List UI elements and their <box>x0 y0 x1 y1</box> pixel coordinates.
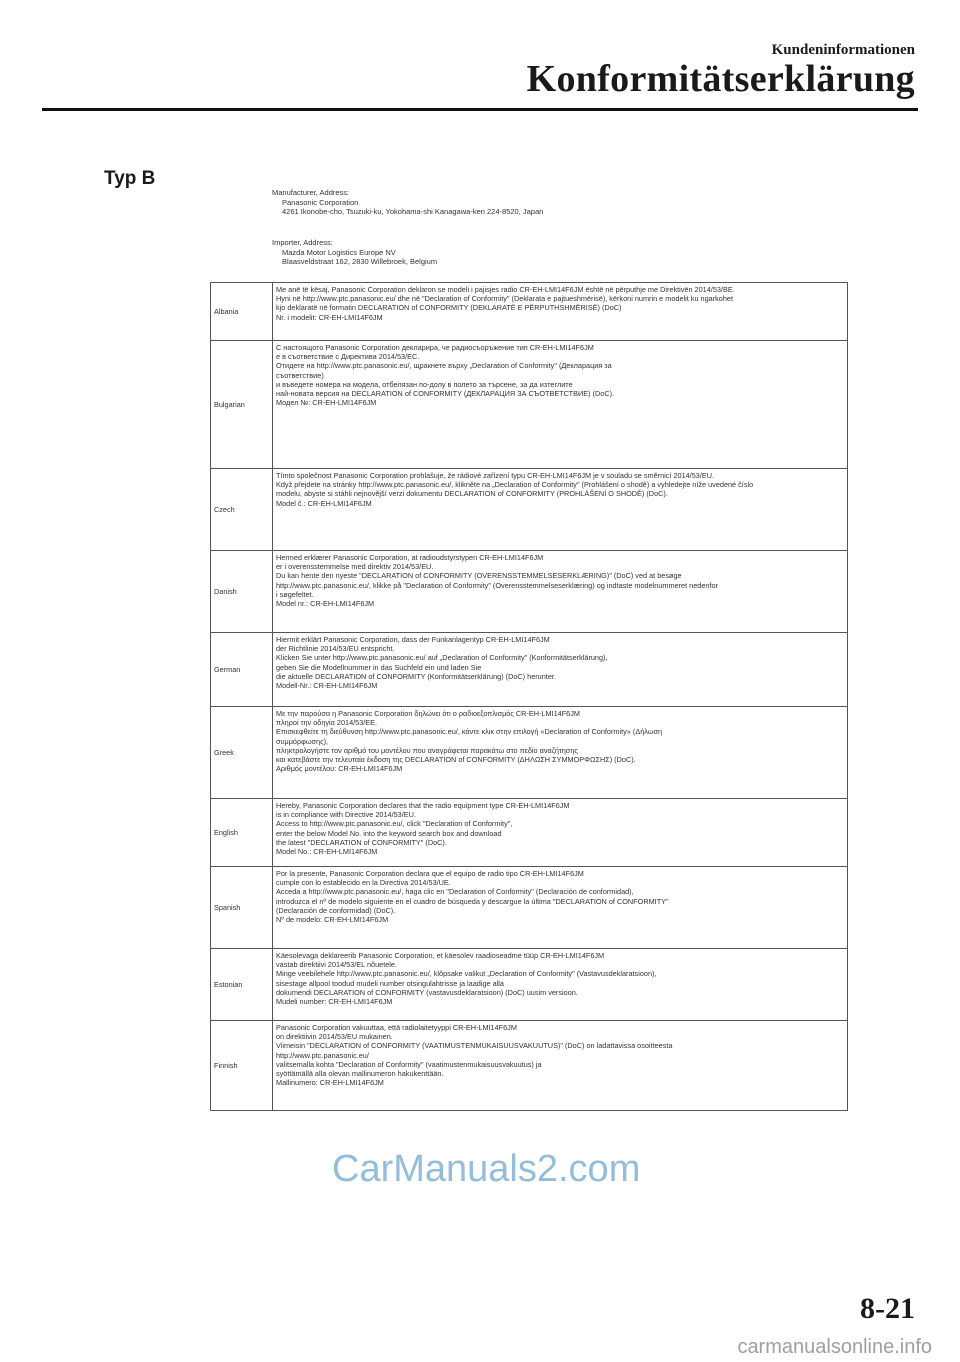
page-number: 8-21 <box>860 1292 915 1325</box>
declaration-line: is in compliance with Directive 2014/53/EU. <box>276 810 416 820</box>
declaration-line: syöttämällä alla olevan mallinumeron hakukenttään. <box>276 1069 444 1079</box>
declaration-line: Modell-Nr.: CR-EH-LMI14F6JM <box>276 681 378 691</box>
language-name: Spanish <box>211 867 273 949</box>
declaration-line: dokumendi DECLARATION of CONFORMITY (vastavusdeklaratsioon) (DoC) uusim versioon. <box>276 987 578 997</box>
declaration-table <box>210 282 848 1111</box>
table-row <box>211 283 848 341</box>
declaration-line: cumple con lo establecido en la Directiva 2014/53/UE. <box>276 878 451 888</box>
language-name: Greek <box>211 707 273 799</box>
declaration-line: modelu, abyste si stáhli nejnovější verzi dokumentu DECLARATION of CONFORMITY (PROHLÁŠENÍ O SHODĚ) (DoC). <box>276 489 668 499</box>
typ-label: Typ B <box>104 168 156 189</box>
manufacturer-heading: Manufacturer, Address: <box>272 188 350 197</box>
declaration-line: съответствие) <box>276 370 324 380</box>
declaration-line: Hiermit erklärt Panasonic Corporation, dass der Funkanlagentyp CR-EH-LMI14F6JM <box>276 635 550 644</box>
declaration-line: Επισκεφθείτε τη διεύθυνση http://www.ptc.panasonic.eu/, κάντε κλικ στην επιλογή «Declaration of Conformity» (Δήλωση <box>276 727 663 737</box>
section-label: Kundeninformationen <box>771 42 915 58</box>
declaration-line: Αριθμός μοντέλου: CR-EH-LMI14F6JM <box>276 764 403 774</box>
declaration-line: enter the below Model No. into the keyword search box and download <box>276 828 502 838</box>
declaration-line: Acceda a http://www.ptc.panasonic.eu/, haga clic en "Declaration of Conformity" (Declaración de conformidad), <box>276 887 634 897</box>
declaration-line: най-новата версия на DECLARATION of CONFORMITY (ДЕКЛАРАЦИЯ ЗА СЪОТВЕТСТВИЕ) (DoC). <box>276 389 615 399</box>
declaration-line: Отидете на http://www.ptc.panasonic.eu/, щракнете върху „Declaration of Conformity" (Декларация за <box>276 361 612 371</box>
declaration-line: Με την παρούσα η Panasonic Corporation δηλώνει ότι ο ραδιοεξοπλισμός CR-EH-LMI14F6JM <box>276 709 580 718</box>
language-name: Albania <box>211 283 273 341</box>
declaration-text <box>273 707 848 799</box>
declaration-line: introduzca el nº de modelo siguiente en el cuadro de búsqueda y descargue la última "DECLARATION of CONFORMITY" <box>276 896 669 906</box>
declaration-text <box>273 867 848 949</box>
language-name: Finnish <box>211 1021 273 1111</box>
declaration-line: kjo deklaratë në formatin DECLARATION of CONFORMITY (DEKLARATË E PËRPUTHSHMËRISË) (DoC) <box>276 303 622 313</box>
language-name: Estonian <box>211 949 273 1021</box>
declaration-line: Käesolevaga deklareerib Panasonic Corporation, et käesolev raadioseadme tüüp CR-EH-LMI14F6JM <box>276 951 605 960</box>
declaration-text <box>273 799 848 867</box>
footer-url: carmanualsonline.info <box>737 1336 932 1358</box>
manufacturer-block <box>272 188 543 217</box>
declaration-line: πληκτρολογήστε τον αριθμό του μοντέλου που αναγράφεται παρακάτω στο πεδίο αναζήτησης <box>276 745 578 755</box>
declaration-text <box>273 341 848 469</box>
language-name: Bulgarian <box>211 341 273 469</box>
language-name: Czech <box>211 469 273 551</box>
declaration-line: Klicken Sie unter http://www.ptc.panasonic.eu/ auf „Declaration of Conformity" (Konformitätserklärung), <box>276 653 608 663</box>
declaration-text <box>273 469 848 551</box>
declaration-line: Mallinumero: CR-EH-LMI14F6JM <box>276 1078 384 1088</box>
declaration-line: on direktiivin 2014/53/EU mukainen. <box>276 1032 393 1042</box>
table-row <box>211 469 848 551</box>
table-row <box>211 707 848 799</box>
language-name: German <box>211 633 273 707</box>
table-row <box>211 949 848 1021</box>
declaration-line: er i overensstemmelse med direktiv 2014/53/EU. <box>276 562 434 572</box>
importer-line: Mazda Motor Logistics Europe NV <box>282 247 396 257</box>
declaration-line: the latest "DECLARATION of CONFORMITY" (DoC). <box>276 837 447 847</box>
declaration-line: Když přejdete na stránky http://www.ptc.panasonic.eu/, klikněte na „Declaration of Conformity" (Prohlášení o shodě) a vyhledejte níže uvedené číslo <box>276 480 754 490</box>
declaration-line: Модел №: CR-EH-LMI14F6JM <box>276 398 377 408</box>
declaration-line: και κατεβάστε την τελευταία έκδοση της DECLARATION of CONFORMITY (ΔΗΛΩΣΗ ΣΥΜΜΟΡΦΩΣΗΣ) (DoC). <box>276 755 636 765</box>
table-row <box>211 341 848 469</box>
declaration-text <box>273 1021 848 1111</box>
declaration-line: Panasonic Corporation vakuuttaa, että radiolaitetyyppi CR-EH-LMI14F6JM <box>276 1023 517 1032</box>
declaration-line: die aktuelle DECLARATION of CONFORMITY (Konformitätserklärung) (DoC) herunter. <box>276 671 556 681</box>
declaration-text <box>273 949 848 1021</box>
declaration-line: http://www.ptc.panasonic.eu/, klikke på "Declaration of Conformity" (Overensstemmelseserklæring) og indtaste modelnummeret nedenfor <box>276 580 718 590</box>
declaration-line: Hyni në http://www.ptc.panasonic.eu/ dhe në "Declaration of Conformity" (Deklarata e pajtueshmërisë), kërkoni numrin e modelit ku ngarkohet <box>276 294 734 304</box>
declaration-line: Viimeisin "DECLARATION of CONFORMITY (VAATIMUSTENMUKAISUUSVAKUUTUS)" (DoC) on ladattavissa osoitteesta <box>276 1041 673 1051</box>
declaration-line: Model nr.: CR-EH-LMI14F6JM <box>276 599 375 609</box>
importer-line: Blaasveldstraat 162, 2830 Willebroek, Belgium <box>282 257 438 266</box>
declaration-line: Minge veebilehele http://www.ptc.panasonic.eu/, klõpsake valikut „Declaration of Conformity" (Vastavusdeklaratsioon), <box>276 969 657 979</box>
declaration-line: i søgefeltet. <box>276 589 314 599</box>
importer-heading: Importer, Address: <box>272 238 333 247</box>
watermark-logo: CarManuals2.com <box>332 1148 641 1190</box>
declaration-line: Model č.: CR-EH-LMI14F6JM <box>276 498 372 508</box>
declaration-line: πληροί την οδηγία 2014/53/ΕΕ. <box>276 718 378 728</box>
declaration-line: Hereby, Panasonic Corporation declares that the radio equipment type CR-EH-LMI14F6JM <box>276 801 570 810</box>
declaration-line: Tímto společnost Panasonic Corporation prohlašuje, že rádiové zařízení typu CR-EH-LMI14F6JM je v souladu se směrnicí 2014/53/EU. <box>276 471 715 480</box>
table-row <box>211 633 848 707</box>
declaration-line: vastab direktiivi 2014/53/EL nõuetele. <box>276 960 398 970</box>
manufacturer-line: 4261 Ikonobe-cho, Tsuzuki-ku, Yokohama-shi Kanagawa-ken 224-8520, Japan <box>282 207 544 216</box>
declaration-line: Nr. i modelit: CR-EH-LMI14F6JM <box>276 312 383 322</box>
declaration-line: Du kan hente den nyeste "DECLARATION of CONFORMITY (OVERENSSTEMMELSESERKLÆRING)" (DoC) ved at besøge <box>276 571 682 581</box>
declaration-line: http://www.ptc.panasonic.eu/ <box>276 1050 369 1060</box>
table-row <box>211 1021 848 1111</box>
declaration-line: и въведете номера на модела, отбелязан по-долу в полето за търсене, за да изтеглите <box>276 379 573 389</box>
language-name: English <box>211 799 273 867</box>
table-row <box>211 867 848 949</box>
declaration-line: Nº de modelo: CR-EH-LMI14F6JM <box>276 915 389 925</box>
declaration-line: Por la presente, Panasonic Corporation declara que el equipo de radio tipo CR-EH-LMI14F6JM <box>276 869 584 878</box>
declaration-line: sisestage allpool toodud mudeli number otsingulahtrisse ja laadige alla <box>276 978 504 988</box>
declaration-line: der Richtlinie 2014/53/EU entspricht. <box>276 644 395 654</box>
declaration-line: Me anë të kësaj, Panasonic Corporation deklaron se modeli i pajisjes radio CR-EH-LMI14F6JM është në përputhje me Direktivën 2014/53/BE. <box>276 285 735 294</box>
manufacturer-line: Panasonic Corporation <box>282 197 359 207</box>
declaration-text <box>273 633 848 707</box>
declaration-line: Access to http://www.ptc.panasonic.eu/, click "Declaration of Conformity", <box>276 819 513 829</box>
declaration-line: (Declaración de conformidad) (DoC). <box>276 905 396 915</box>
declaration-text <box>273 283 848 341</box>
declaration-line: valitsemalla kohta "Declaration of Conformity" (vaatimustenmukaisuusvakuutus) ja <box>276 1059 542 1069</box>
table-row <box>211 551 848 633</box>
declaration-text <box>273 551 848 633</box>
language-name: Danish <box>211 551 273 633</box>
declaration-line: Mudeli number: CR-EH-LMI14F6JM <box>276 997 393 1007</box>
importer-block <box>272 238 437 267</box>
declaration-line: С настоящото Panasonic Corporation декларира, че радиосъоръжение тип CR-EH-LMI14F6JM <box>276 343 594 352</box>
declaration-line: συμμόρφωσης), <box>276 736 329 746</box>
table-row <box>211 799 848 867</box>
declaration-line: Model No.: CR-EH-LMI14F6JM <box>276 847 378 857</box>
header-rule <box>42 108 918 111</box>
page-title: Konformitätserklärung <box>526 58 915 100</box>
declaration-line: geben Sie die Modellnummer in das Suchfeld ein und laden Sie <box>276 662 482 672</box>
declaration-line: е в съответствие с Директива 2014/53/ЕС. <box>276 352 420 362</box>
declaration-line: Hermed erklærer Panasonic Corporation, at radioudstyrstypen CR-EH-LMI14F6JM <box>276 553 544 562</box>
